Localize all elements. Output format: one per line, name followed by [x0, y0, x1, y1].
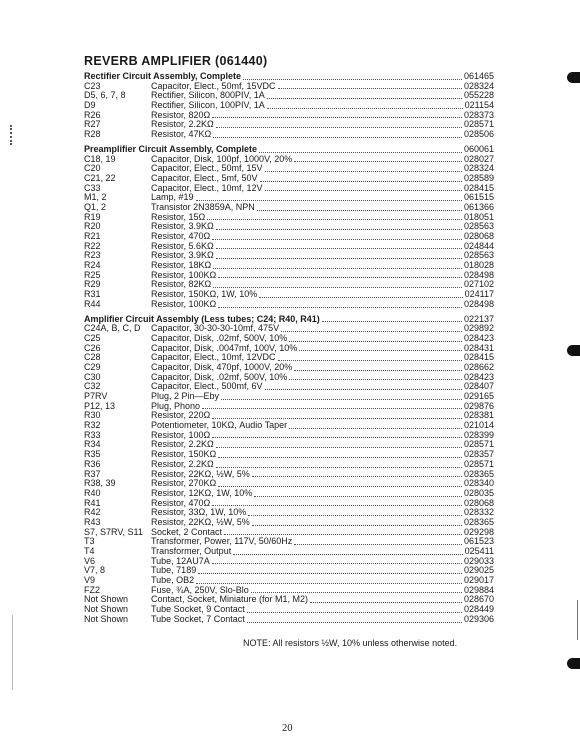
- part-description: Capacitor, Disk, 100pf, 1000V, 20%: [151, 153, 293, 164]
- part-reference: R31: [84, 290, 101, 300]
- part-reference: C21, 22: [84, 173, 116, 183]
- part-description: Capacitor, Elect., 10mf, 12V: [151, 182, 263, 193]
- part-reference: C20: [84, 164, 101, 174]
- part-number: 061523: [463, 536, 494, 547]
- part-number: 028423: [463, 371, 494, 382]
- part-row: [84, 184, 494, 194]
- part-description: Resistor, 100KΩ: [151, 269, 217, 280]
- part-reference: D9: [84, 101, 96, 111]
- part-description: Resistor, 47KΩ: [151, 129, 212, 140]
- part-description: Capacitor, Elect., 500mf, 6V: [151, 381, 263, 392]
- part-description: Resistor, 220Ω: [151, 410, 211, 421]
- part-number: 024117: [464, 289, 494, 300]
- part-reference: Not Shown: [84, 595, 129, 605]
- part-description: Resistor, 470Ω: [151, 231, 211, 241]
- part-reference: V9: [84, 576, 96, 586]
- part-number: 025411: [464, 546, 494, 556]
- part-number: 029017: [463, 575, 494, 586]
- part-number: 028340: [463, 478, 494, 489]
- part-description: Transformer, Output: [151, 546, 232, 556]
- part-number: 021154: [464, 100, 494, 111]
- part-number: 061515: [463, 192, 494, 203]
- part-reference: D5, 6, 7, 8: [84, 91, 126, 101]
- margin-dots: [10, 125, 14, 145]
- part-reference: R38, 39: [84, 479, 116, 489]
- part-row: [84, 290, 494, 300]
- part-reference: R36: [84, 459, 101, 469]
- part-reference: C25: [84, 333, 101, 343]
- part-row: [84, 508, 494, 518]
- part-description: Potentiometer, 10KΩ, Audio Taper: [151, 420, 288, 431]
- section-heading: Rectifier Circuit Assembly, Complete: [84, 71, 242, 81]
- dot-leader: [218, 456, 462, 458]
- dot-leader: [251, 591, 462, 593]
- dot-leader: [294, 543, 462, 545]
- part-row: [84, 547, 494, 557]
- dot-leader: [207, 218, 462, 220]
- part-number: 027102: [463, 279, 494, 290]
- part-number: 028373: [463, 109, 494, 120]
- part-number: 028563: [463, 221, 494, 232]
- dot-leader: [267, 97, 462, 99]
- part-row: [84, 595, 494, 605]
- part-number: 028571: [463, 439, 494, 450]
- part-row: [84, 576, 494, 586]
- dot-leader: [260, 180, 462, 182]
- part-row: [84, 373, 494, 383]
- part-number: 028035: [463, 487, 494, 498]
- part-reference: R20: [84, 222, 101, 232]
- dot-leader: [212, 504, 462, 506]
- part-description: Tube Socket, 7 Contact: [151, 613, 245, 624]
- part-row: [84, 557, 494, 567]
- part-reference: R24: [84, 261, 101, 271]
- part-reference: Q1, 2: [84, 202, 107, 212]
- part-description: Capacitor, Disk, .0047mf, 100V, 10%: [151, 342, 298, 353]
- part-description: Resistor, 22KΩ, ½W, 5%: [151, 516, 250, 527]
- part-description: Resistor, 3.9KΩ: [151, 221, 214, 232]
- part-reference: R25: [84, 270, 101, 280]
- part-reference: R43: [84, 517, 101, 527]
- part-description: Contact, Socket, Miniature (for M1, M2): [151, 594, 309, 605]
- part-number: 028415: [463, 182, 494, 193]
- part-row: [84, 101, 494, 111]
- part-description: Resistor, 150KΩ: [151, 449, 217, 460]
- part-number: 028332: [463, 507, 494, 518]
- part-reference: C30: [84, 372, 101, 382]
- part-row: [84, 82, 494, 92]
- part-description: Resistor, 82KΩ: [151, 279, 212, 290]
- part-description: Resistor, 150KΩ, 1W, 10%: [151, 289, 258, 300]
- part-number: 028563: [463, 250, 494, 261]
- part-number: 029165: [463, 391, 494, 401]
- part-reference: C23: [84, 81, 101, 91]
- part-description: Resistor, 100Ω: [151, 429, 211, 440]
- part-reference: R34: [84, 440, 101, 450]
- part-description: Resistor, 33Ω, 1W, 10%: [151, 507, 247, 518]
- dot-leader: [198, 572, 462, 574]
- dot-leader: [281, 330, 462, 332]
- part-description: Tube Socket, 9 Contact: [151, 604, 245, 615]
- dot-leader: [202, 407, 462, 409]
- part-description: Capacitor, 30-30-30-10mf, 475V: [151, 323, 280, 334]
- part-number: 029884: [463, 584, 494, 595]
- part-number: 028423: [463, 332, 494, 343]
- part-row: [84, 242, 494, 252]
- dot-leader: [257, 209, 462, 211]
- page-number: 20: [282, 723, 293, 734]
- dot-leader: [196, 582, 462, 584]
- part-reference: R29: [84, 280, 101, 290]
- part-reference: C33: [84, 183, 101, 193]
- part-row: [84, 261, 494, 271]
- part-row: [84, 120, 494, 130]
- dot-leader: [265, 189, 462, 191]
- part-row: [84, 470, 494, 480]
- part-reference: R44: [84, 299, 101, 309]
- part-number: 028324: [463, 80, 494, 91]
- part-number: 018051: [463, 211, 494, 222]
- section-part-number: 060061: [463, 143, 494, 154]
- part-reference: R26: [84, 110, 101, 120]
- part-row: [84, 411, 494, 421]
- part-reference: R42: [84, 508, 101, 518]
- part-row: [84, 402, 494, 412]
- part-number: 028670: [463, 594, 494, 605]
- part-row: [84, 363, 494, 373]
- dot-leader: [248, 514, 462, 516]
- part-description: Capacitor, Disk, 470pf, 1000V, 20%: [151, 361, 293, 372]
- margin-line: [577, 600, 578, 640]
- binder-hole-mark: [567, 345, 580, 356]
- dot-leader: [265, 388, 462, 390]
- part-reference: R19: [84, 212, 101, 222]
- dot-leader: [289, 340, 462, 342]
- part-description: Resistor, 22KΩ, ½W, 5%: [151, 468, 250, 479]
- part-description: Fuse, ¾A, 250V, Slo-Blo: [151, 584, 249, 595]
- part-number: 028068: [463, 497, 494, 508]
- part-description: Capacitor, Elect., 50mf, 15VDC: [151, 80, 276, 91]
- part-reference: T3: [84, 537, 95, 547]
- part-number: 061366: [463, 201, 494, 212]
- dot-leader: [299, 349, 462, 351]
- part-description: Plug, 2 Pin—Eby: [151, 391, 220, 401]
- part-description: Resistor, 2.2KΩ: [151, 119, 214, 130]
- part-number: 028407: [463, 381, 494, 392]
- part-number: 028415: [463, 352, 494, 363]
- part-number: 028357: [463, 449, 494, 460]
- part-row: [84, 155, 494, 165]
- dot-leader: [216, 228, 462, 230]
- dot-leader: [252, 475, 462, 477]
- part-reference: R41: [84, 498, 101, 508]
- dot-leader: [212, 417, 462, 419]
- part-reference: R30: [84, 411, 101, 421]
- part-row: [84, 615, 494, 625]
- part-row: [84, 300, 494, 310]
- part-description: Resistor, 470Ω: [151, 497, 211, 508]
- part-description: Tube, 12AU7A: [151, 555, 210, 566]
- dot-leader: [259, 151, 462, 153]
- dot-leader: [322, 320, 462, 322]
- dot-leader: [218, 485, 462, 487]
- dot-leader: [278, 359, 462, 361]
- part-reference: R35: [84, 450, 101, 460]
- part-reference: Not Shown: [84, 605, 129, 615]
- part-description: Resistor, 5.6KΩ: [151, 240, 214, 251]
- part-number: 028449: [463, 604, 494, 615]
- dot-leader: [213, 136, 462, 138]
- part-reference: V6: [84, 556, 96, 566]
- part-description: Resistor, 2.2KΩ: [151, 439, 214, 450]
- part-description: Capacitor, Elect., 5mf, 50V: [151, 172, 258, 183]
- part-row: [84, 222, 494, 232]
- part-row: [84, 440, 494, 450]
- part-reference: C26: [84, 343, 101, 353]
- dot-leader: [216, 466, 462, 468]
- part-row: [84, 251, 494, 261]
- section-heading: Amplifier Circuit Assembly (Less tubes; C24; R40, R41): [84, 313, 320, 324]
- resistor-note: NOTE: All resistors ½W, 10% unless otherwise noted.: [243, 638, 458, 648]
- section-heading-row: [84, 315, 494, 325]
- section-part-number: 022137: [463, 313, 494, 324]
- part-reference: R32: [84, 421, 101, 431]
- part-reference: C28: [84, 353, 101, 363]
- part-row: [84, 479, 494, 489]
- part-description: Transformer, Power, 117V, 50/60Hz: [151, 536, 293, 547]
- part-row: [84, 174, 494, 184]
- part-reference: S7, S7RV, S11: [84, 527, 143, 537]
- part-description: Resistor, 3.9KΩ: [151, 250, 214, 261]
- part-reference: T4: [84, 547, 95, 556]
- part-row: [84, 203, 494, 213]
- part-reference: R40: [84, 488, 101, 498]
- dot-leader: [243, 78, 462, 80]
- dot-leader: [221, 398, 462, 400]
- part-number: 028365: [463, 516, 494, 527]
- part-number: 055228: [463, 90, 494, 101]
- dot-leader: [224, 533, 462, 535]
- dot-leader: [218, 306, 462, 308]
- part-number: 028399: [463, 429, 494, 440]
- part-number: 028571: [463, 119, 494, 130]
- dot-leader: [254, 495, 462, 497]
- part-number: 028068: [463, 231, 494, 241]
- part-description: Resistor, 12KΩ, 1W, 10%: [151, 487, 253, 498]
- margin-line: [12, 615, 13, 690]
- part-number: 028431: [463, 342, 494, 353]
- part-row: [84, 489, 494, 499]
- part-row: [84, 431, 494, 441]
- part-row: [84, 232, 494, 242]
- parts-list: [84, 72, 494, 625]
- part-row: [84, 566, 494, 576]
- part-row: [84, 392, 494, 402]
- dot-leader: [212, 238, 462, 240]
- part-row: [84, 344, 494, 354]
- part-reference: P12, 13: [84, 401, 116, 411]
- part-reference: C29: [84, 362, 101, 372]
- page-title: REVERB AMPLIFIER (061440): [84, 54, 268, 68]
- part-reference: R28: [84, 130, 101, 140]
- dot-leader: [218, 276, 462, 278]
- part-number: 029298: [463, 526, 494, 537]
- part-row: [84, 271, 494, 281]
- part-row: [84, 164, 494, 174]
- part-number: 021014: [463, 420, 494, 431]
- part-reference: V7, 8: [84, 566, 106, 576]
- part-reference: P7RV: [84, 392, 108, 401]
- part-description: Capacitor, Elect., 50mf, 15V: [151, 163, 263, 174]
- part-row: [84, 193, 494, 203]
- part-reference: C24A, B, C, D: [84, 324, 141, 334]
- section-part-number: 061465: [463, 71, 494, 81]
- part-description: Lamp, #19: [151, 192, 194, 203]
- part-reference: R33: [84, 430, 101, 440]
- part-row: [84, 460, 494, 470]
- part-reference: C18, 19: [84, 154, 116, 164]
- part-reference: Not Shown: [84, 614, 129, 624]
- part-reference: R23: [84, 251, 101, 261]
- dot-leader: [233, 553, 462, 555]
- dot-leader: [216, 247, 462, 249]
- dot-leader: [216, 126, 462, 128]
- part-description: Tube, OB2: [151, 575, 195, 586]
- part-description: Resistor, 820Ω: [151, 109, 211, 120]
- dot-leader: [213, 267, 462, 269]
- part-description: Tube, 7189: [151, 565, 197, 576]
- part-row: [84, 537, 494, 547]
- part-number: 028027: [463, 153, 494, 164]
- part-number: 028506: [463, 129, 494, 140]
- part-description: Capacitor, Disk, .02mf, 500V, 10%: [151, 371, 288, 382]
- part-number: 029025: [463, 565, 494, 576]
- dot-leader: [213, 286, 462, 288]
- part-description: Resistor, 100KΩ: [151, 298, 217, 309]
- part-reference: R22: [84, 241, 101, 251]
- part-description: Rectifier, Silicon, 800PIV, 1A: [151, 90, 265, 101]
- part-number: 024844: [463, 240, 494, 251]
- part-description: Resistor, 270KΩ: [151, 478, 217, 489]
- dot-leader: [289, 378, 462, 380]
- dot-leader: [196, 199, 462, 201]
- part-number: 028324: [463, 163, 494, 174]
- binder-hole-mark: [567, 72, 580, 83]
- part-row: [84, 111, 494, 121]
- part-number: 028381: [463, 410, 494, 421]
- binder-hole-mark: [567, 658, 580, 669]
- dot-leader: [267, 107, 463, 109]
- part-reference: R21: [84, 232, 101, 241]
- part-row: [84, 518, 494, 528]
- dot-leader: [294, 160, 462, 162]
- part-number: 029876: [463, 400, 494, 411]
- part-row: [84, 450, 494, 460]
- dot-leader: [212, 562, 462, 564]
- dot-leader: [294, 369, 462, 371]
- part-number: 029892: [463, 323, 494, 334]
- dot-leader: [216, 446, 462, 448]
- part-description: Rectifier, Silicon, 100PIV, 1A: [151, 100, 265, 111]
- part-row: [84, 213, 494, 223]
- dot-leader: [278, 87, 462, 89]
- dot-leader: [310, 601, 462, 603]
- part-row: [84, 130, 494, 140]
- part-row: [84, 421, 494, 431]
- part-number: 029033: [463, 555, 494, 566]
- dot-leader: [212, 116, 462, 118]
- dot-leader: [289, 427, 462, 429]
- part-row: [84, 324, 494, 334]
- dot-leader: [247, 611, 462, 613]
- part-reference: C32: [84, 382, 101, 392]
- part-row: [84, 280, 494, 290]
- part-description: Capacitor, Elect., 10mf, 12VDC: [151, 352, 276, 363]
- part-description: Resistor, 15Ω: [151, 211, 206, 222]
- part-description: Socket, 2 Contact: [151, 526, 223, 537]
- section-heading-row: [84, 72, 494, 82]
- part-number: 028662: [463, 361, 494, 372]
- part-number: 028498: [463, 298, 494, 309]
- part-description: Plug, Phono: [151, 400, 201, 411]
- part-number: 018028: [463, 260, 494, 271]
- part-row: [84, 499, 494, 509]
- section-heading: Preamplifier Circuit Assembly, Complete: [84, 143, 258, 154]
- part-reference: M1, 2: [84, 193, 107, 203]
- dot-leader: [259, 296, 462, 298]
- part-number: 029306: [463, 613, 494, 624]
- part-description: Resistor, 18KΩ: [151, 260, 212, 271]
- part-number: 028498: [463, 269, 494, 280]
- dot-leader: [247, 621, 462, 623]
- part-description: Capacitor, Disk, .02mf, 500V, 10%: [151, 332, 288, 343]
- part-number: 028589: [463, 172, 494, 183]
- part-number: 028365: [463, 468, 494, 479]
- part-reference: FZ2: [84, 585, 101, 595]
- dot-leader: [252, 524, 462, 526]
- part-number: 028571: [463, 458, 494, 469]
- dot-leader: [212, 436, 462, 438]
- part-reference: R27: [84, 120, 101, 130]
- part-reference: R37: [84, 469, 101, 479]
- part-description: Transistor 2N3859A, NPN: [151, 201, 255, 212]
- part-row: [84, 91, 494, 101]
- part-row: [84, 605, 494, 615]
- dot-leader: [265, 170, 462, 172]
- part-row: [84, 382, 494, 392]
- part-description: Resistor, 2.2KΩ: [151, 458, 214, 469]
- dot-leader: [216, 257, 462, 259]
